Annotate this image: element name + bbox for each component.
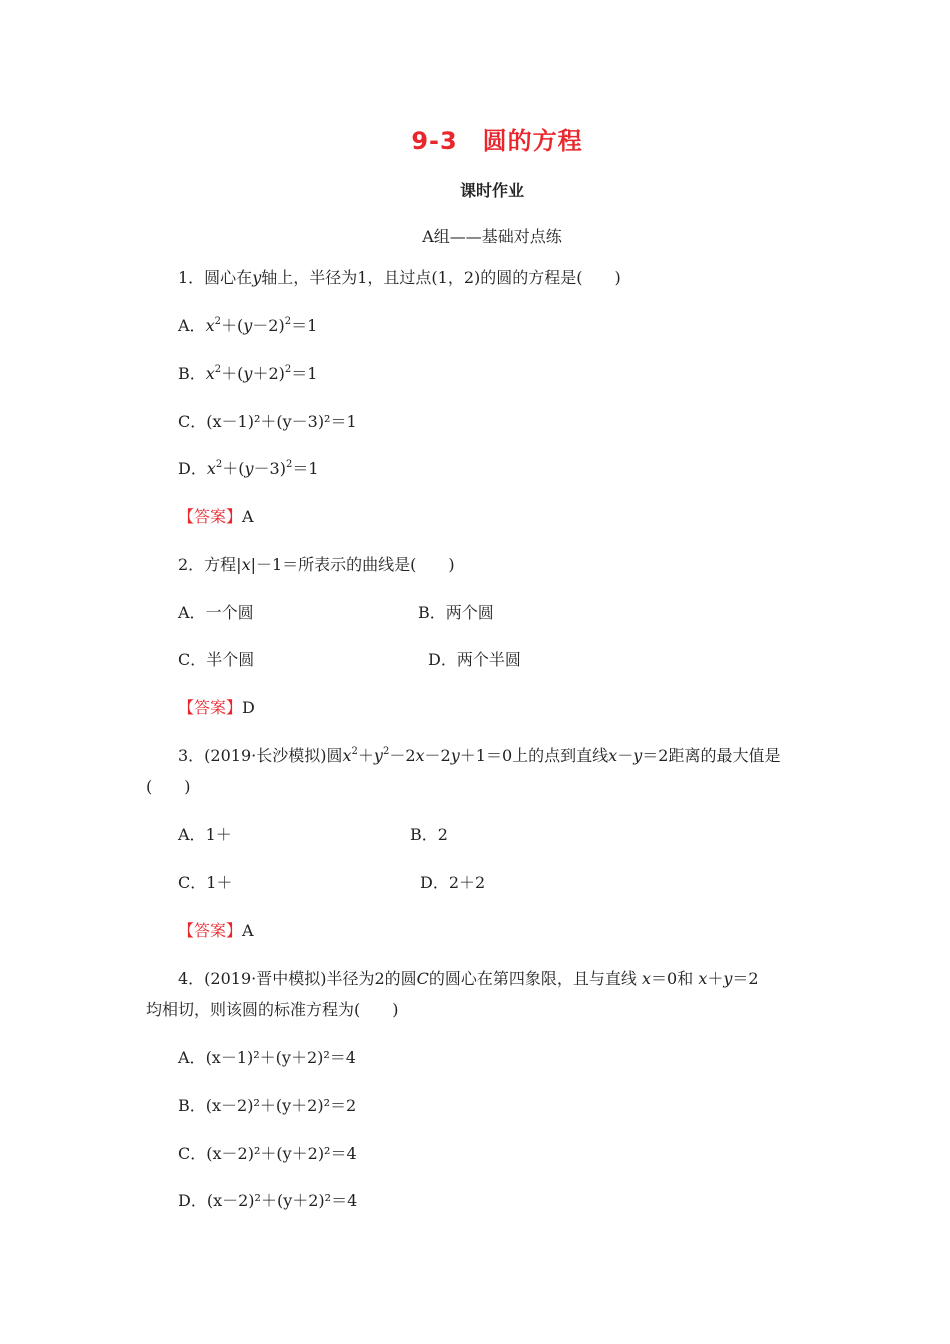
question-4-option-c: C．(x－2)²＋(y＋2)²＝4 — [178, 1144, 357, 1163]
question-1-option-a: A．$x^2+(y-2)^2=1$ — [178, 316, 318, 335]
question-4-stem-line-1: 4．(2019·晋中模拟)半径为2的圆C的圆心在第四象限，且与直线 x＝0和 x＋y＝2 — [178, 969, 759, 988]
question-3-stem-line-1: 3．(2019·长沙模拟)圆$x^2+y^2-2x-2y+1=0$上的点到直线x－y＝2距离的最大值是 — [178, 746, 781, 765]
question-3-option-a: A．1＋ — [178, 825, 232, 844]
question-3-option-b: B．2 — [410, 825, 448, 844]
question-2-stem: 2．方程|x|－1＝所表示的曲线是( ) — [178, 555, 455, 574]
question-4-option-b: B．(x－2)²＋(y＋2)²＝2 — [178, 1096, 357, 1115]
question-1-option-b: B．$x^2+(y+2)^2=1$ — [178, 364, 318, 383]
question-4-option-d: D．(x－2)²＋(y＋2)²＝4 — [178, 1191, 358, 1210]
question-3-stem-line-2: ( ) — [146, 777, 191, 796]
question-2-option-a: A．一个圆 — [178, 603, 254, 622]
question-4-stem-line-2: 均相切，则该圆的标准方程为( ) — [146, 1000, 399, 1019]
question-1-option-d: D．$x^2+(y-3)^2=1$ — [178, 459, 319, 478]
answer-tag: 【答案】 — [178, 507, 243, 526]
question-1-answer: 【答案】A — [178, 507, 254, 526]
answer-tag: 【答案】 — [178, 921, 243, 940]
question-3-answer: 【答案】A — [178, 921, 254, 940]
group-heading: A组——基础对点练 — [422, 227, 562, 246]
question-2-option-b: B．两个圆 — [418, 603, 494, 622]
question-2-answer: 【答案】D — [178, 698, 255, 717]
question-1-option-c: C．(x－1)²＋(y－3)²＝1 — [178, 412, 357, 431]
question-1-stem: 1．圆心在y轴上，半径为1，且过点(1，2)的圆的方程是( ) — [178, 268, 621, 287]
question-3-option-d: D．2＋2 — [420, 873, 486, 892]
answer-tag: 【答案】 — [178, 698, 243, 717]
question-2-option-d: D．两个半圆 — [428, 650, 521, 669]
question-4-option-a: A．(x－1)²＋(y＋2)²＝4 — [178, 1048, 356, 1067]
page-subtitle: 课时作业 — [459, 181, 524, 200]
page-title: 9-3 圆的方程 — [411, 127, 583, 155]
question-3-option-c: C．1＋ — [178, 873, 233, 892]
question-2-option-c: C．半个圆 — [178, 650, 255, 669]
